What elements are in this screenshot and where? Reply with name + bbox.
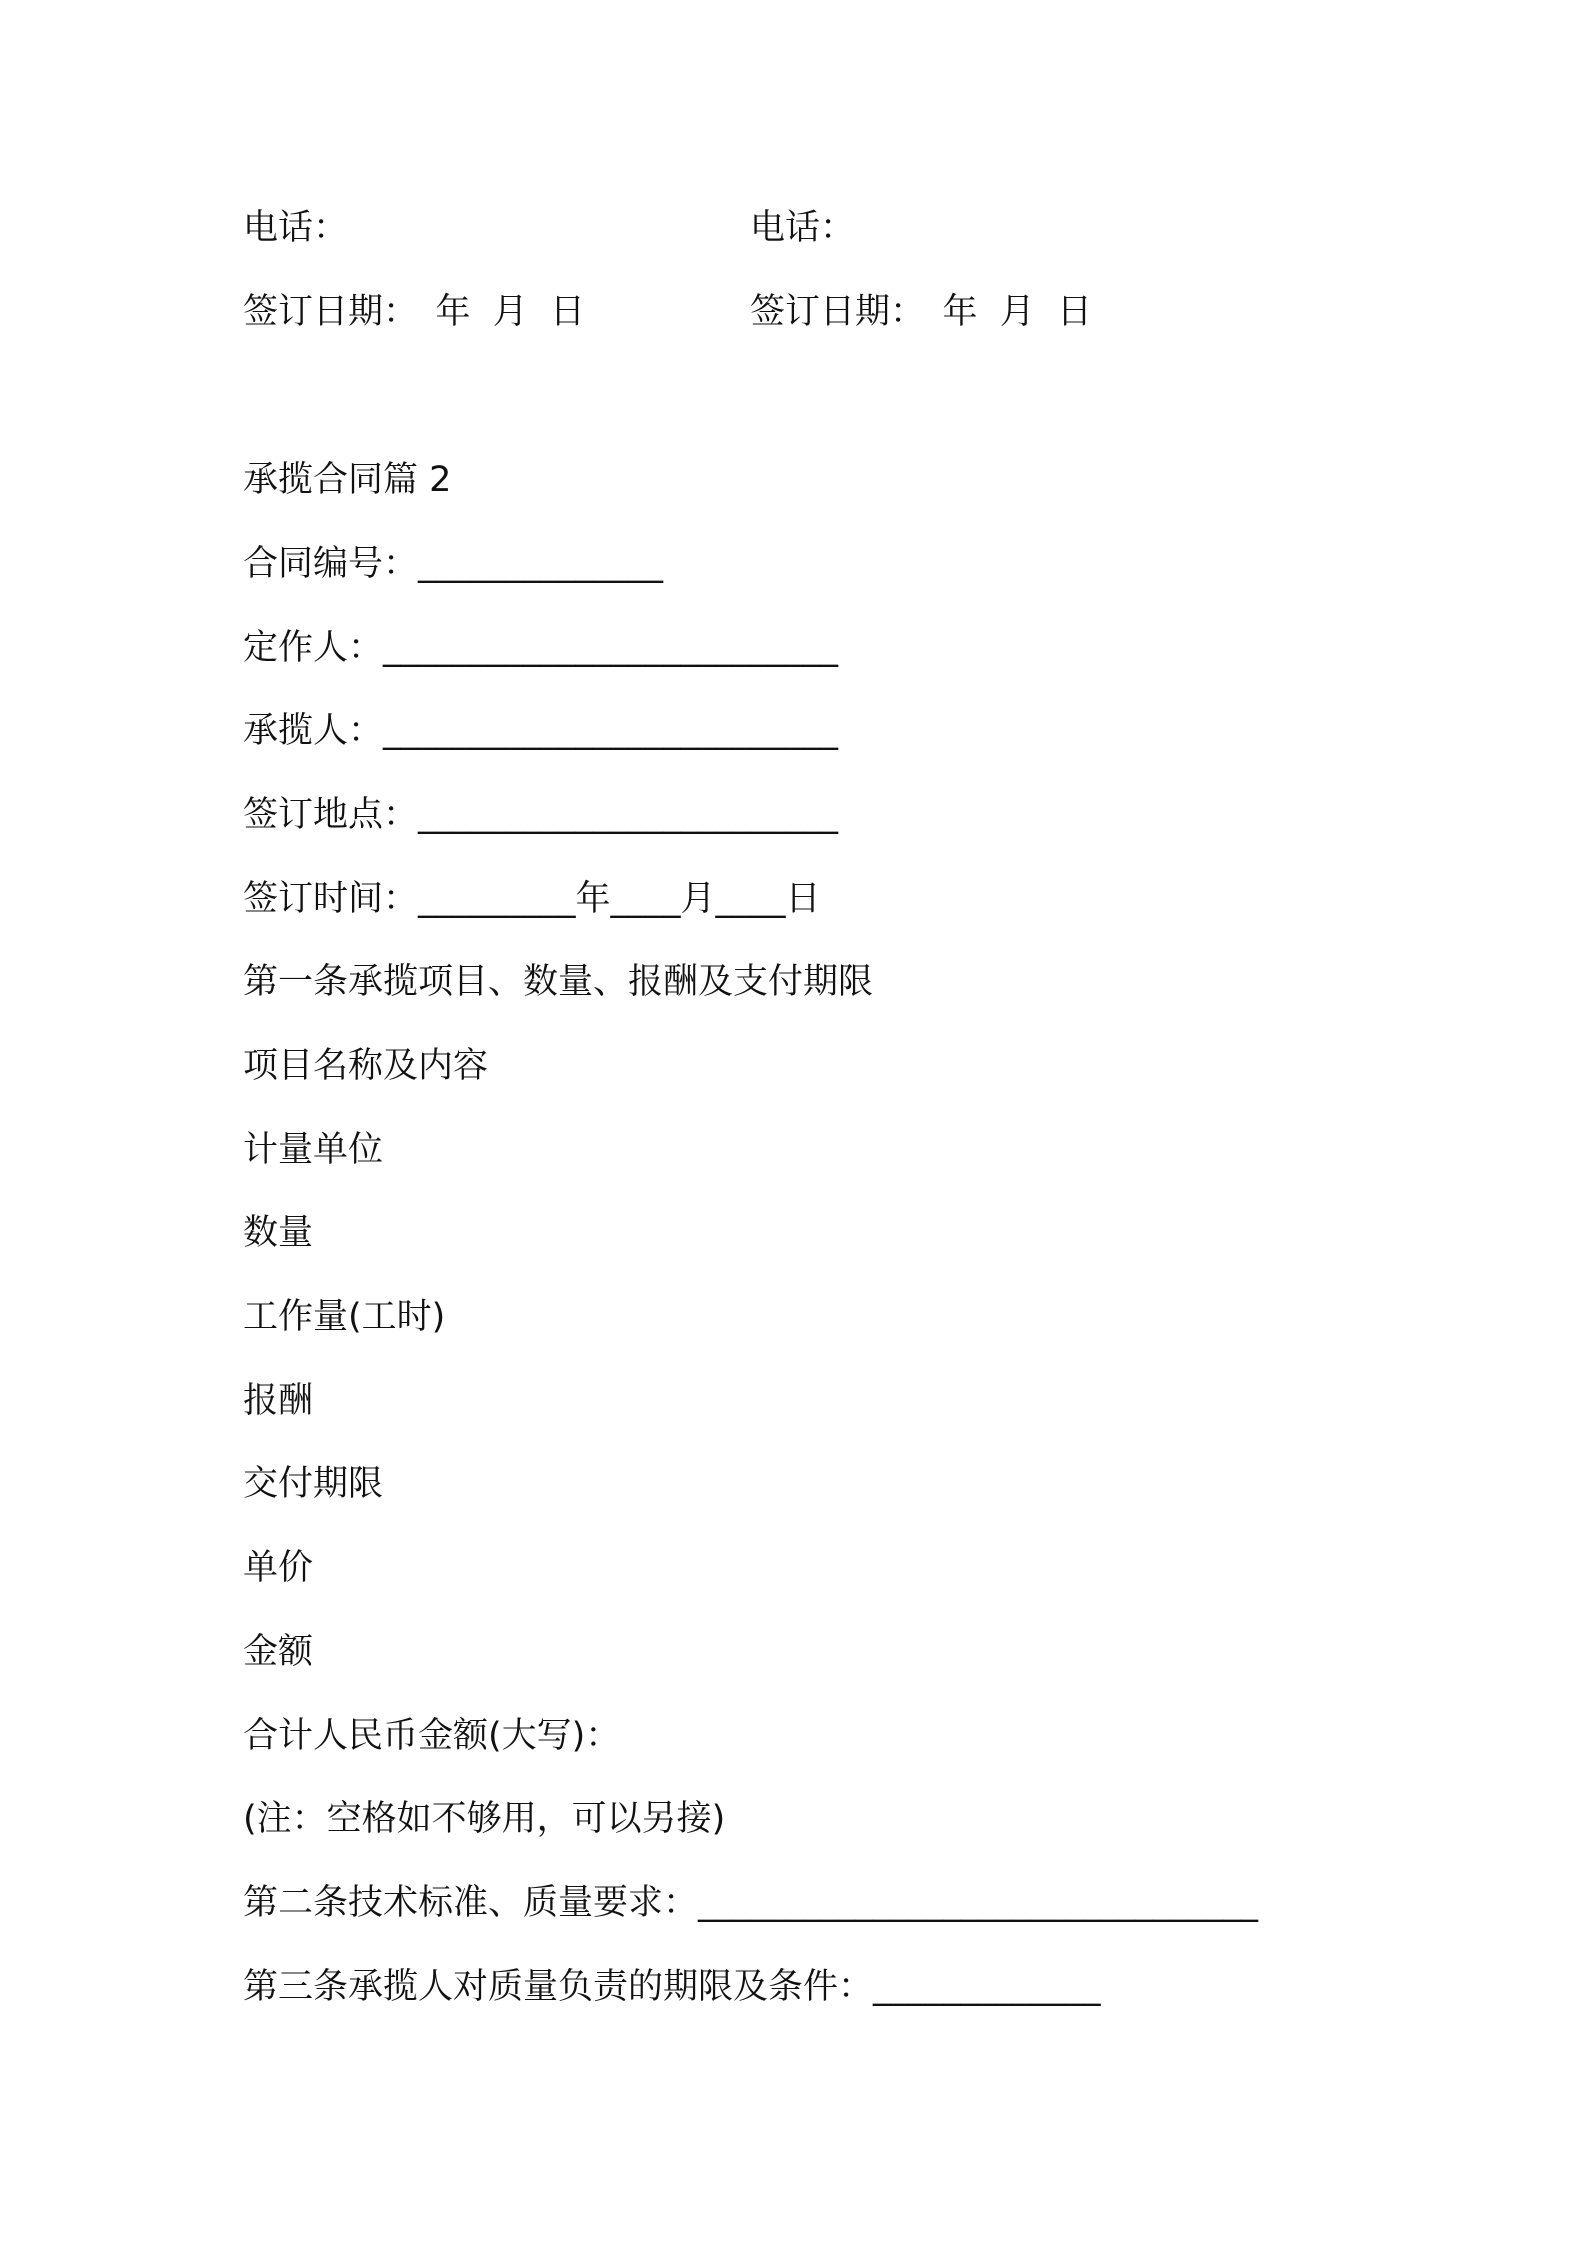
article-3-line: 第三条承揽人对质量负责的期限及条件：_____________: [243, 1967, 1101, 2007]
sign-time-field: 签订时间：_________年____月____日: [243, 879, 821, 919]
left-phone-label: 电话：: [243, 208, 349, 248]
item-line: 计量单位: [243, 1130, 384, 1170]
right-sign-date: 签订日期： 年 月 日: [750, 292, 1093, 332]
sign-place-field: 签订地点：________________________: [243, 795, 839, 835]
item-line: 报酬: [243, 1381, 314, 1421]
item-line: 项目名称及内容: [243, 1046, 489, 1086]
item-line: 单价: [243, 1548, 314, 1588]
contractor-field: 承揽人：__________________________: [243, 711, 839, 751]
left-sign-date: 签订日期： 年 月 日: [243, 292, 586, 332]
item-line: 交付期限: [243, 1464, 384, 1504]
orderer-field: 定作人：__________________________: [243, 628, 839, 668]
article-2-line: 第二条技术标准、质量要求：________________________________: [243, 1883, 1259, 1923]
total-amount-label: 合计人民币金额(大写)：: [243, 1716, 621, 1756]
article-1-title: 第一条承揽项目、数量、报酬及支付期限: [243, 962, 874, 1002]
contract-title: 承揽合同篇 2: [243, 460, 452, 500]
item-line: 数量: [243, 1213, 314, 1253]
contract-number-field: 合同编号：______________: [243, 544, 664, 584]
item-line: 金额: [243, 1632, 314, 1672]
item-line: 工作量(工时): [243, 1297, 446, 1337]
note-text: (注：空格如不够用，可以另接): [243, 1799, 726, 1839]
right-phone-label: 电话：: [750, 208, 856, 248]
